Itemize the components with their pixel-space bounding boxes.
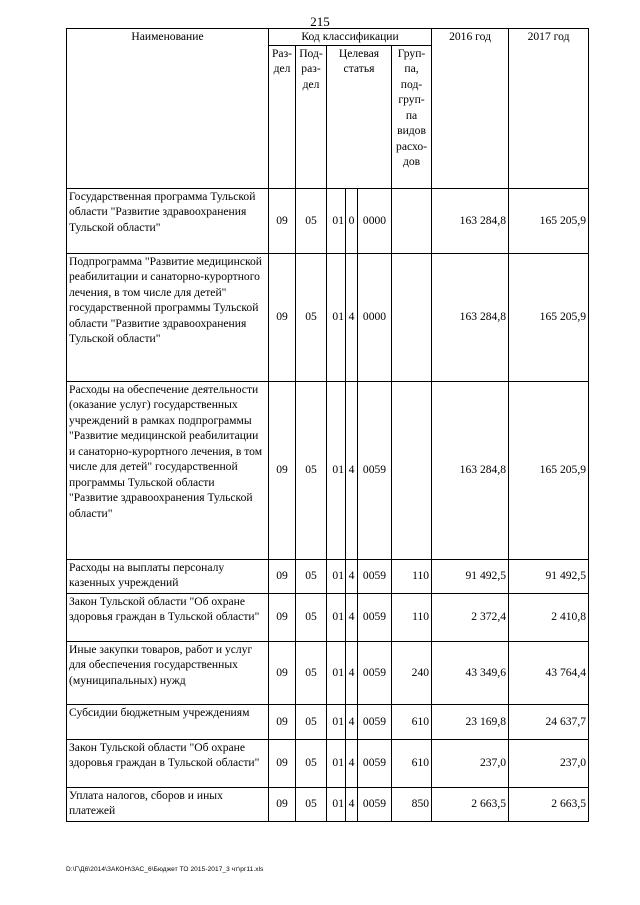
- row-amount-2016: 91 492,5: [432, 559, 509, 593]
- row-target-program: 01: [327, 641, 346, 704]
- header-target: Целевая статья: [327, 45, 392, 188]
- header-name: Наименование: [67, 29, 269, 189]
- budget-table: [66, 28, 589, 822]
- table-row: [67, 381, 589, 559]
- row-target-subprogram: 4: [346, 787, 358, 821]
- table-row: [67, 188, 589, 253]
- row-subsection: 05: [296, 381, 327, 559]
- row-amount-2016: 43 349,6: [432, 641, 509, 704]
- row-amount-2016: 2 372,4: [432, 593, 509, 641]
- table-row: [67, 739, 589, 787]
- row-target-subprogram: 4: [346, 704, 358, 739]
- row-amount-2017: 2 663,5: [509, 787, 589, 821]
- row-section: 09: [269, 559, 296, 593]
- row-subsection: 05: [296, 593, 327, 641]
- table-row: [67, 787, 589, 821]
- row-target-subprogram: 0: [346, 188, 358, 253]
- row-target-subprogram: 4: [346, 559, 358, 593]
- row-target-direction: 0059: [358, 593, 392, 641]
- header-classification: Код классификации: [269, 29, 432, 46]
- row-subsection: 05: [296, 253, 327, 381]
- row-amount-2017: 2 410,8: [509, 593, 589, 641]
- table-row: [67, 593, 589, 641]
- row-group: [392, 253, 432, 381]
- row-target-subprogram: 4: [346, 593, 358, 641]
- row-target-direction: 0059: [358, 739, 392, 787]
- row-section: 09: [269, 704, 296, 739]
- row-target-subprogram: 4: [346, 739, 358, 787]
- row-target-program: 01: [327, 381, 346, 559]
- row-subsection: 05: [296, 559, 327, 593]
- row-subsection: 05: [296, 739, 327, 787]
- row-target-subprogram: 4: [346, 253, 358, 381]
- row-subsection: 05: [296, 787, 327, 821]
- row-target-program: 01: [327, 704, 346, 739]
- row-group: 850: [392, 787, 432, 821]
- row-section: 09: [269, 787, 296, 821]
- row-amount-2016: 163 284,8: [432, 188, 509, 253]
- row-name: Расходы на обеспечение деятельности (оказание услуг) государственных учреждений в рамках подпрограммы "Развитие медицинской реабилитации и санаторно-курортного лечения, в том числе для детей" государственной программы Тульской области "Развитие здравоохранения Тульской области": [67, 381, 269, 559]
- row-subsection: 05: [296, 188, 327, 253]
- row-target-program: 01: [327, 593, 346, 641]
- header-row-top: [67, 29, 589, 46]
- row-name: Иные закупки товаров, работ и услуг для обеспечения государственных (муниципальных) нужд: [67, 641, 269, 704]
- row-amount-2016: 2 663,5: [432, 787, 509, 821]
- row-section: 09: [269, 593, 296, 641]
- row-group: 110: [392, 593, 432, 641]
- row-target-direction: 0000: [358, 253, 392, 381]
- row-name: Закон Тульской области "Об охране здоровья граждан в Тульской области": [67, 593, 269, 641]
- row-target-program: 01: [327, 188, 346, 253]
- row-amount-2017: 43 764,4: [509, 641, 589, 704]
- row-target-program: 01: [327, 253, 346, 381]
- row-subsection: 05: [296, 641, 327, 704]
- row-group: 610: [392, 704, 432, 739]
- row-name: Подпрограмма "Развитие медицинской реабилитации и санаторно-курортного лечения, в том числе для детей" государственной программы Тульской области "Развитие здравоохранения Тульской области": [67, 253, 269, 381]
- row-section: 09: [269, 253, 296, 381]
- header-year-2017: 2017 год: [509, 29, 589, 189]
- row-name: Уплата налогов, сборов и иных платежей: [67, 787, 269, 821]
- row-group: 240: [392, 641, 432, 704]
- header-subsection: Под- раз- дел: [296, 45, 327, 188]
- row-section: 09: [269, 739, 296, 787]
- row-target-direction: 0059: [358, 704, 392, 739]
- file-path-footer: D:\Г\Д6\2014\ЗАКОН\ЗАС_6\Бюджет ТО 2015-2017_3 чт\рг11.xls: [66, 866, 264, 873]
- row-name: Государственная программа Тульской области "Развитие здравоохранения Тульской области": [67, 188, 269, 253]
- row-target-direction: 0059: [358, 787, 392, 821]
- row-group: [392, 381, 432, 559]
- row-target-program: 01: [327, 787, 346, 821]
- row-amount-2017: 237,0: [509, 739, 589, 787]
- row-subsection: 05: [296, 704, 327, 739]
- row-amount-2017: 165 205,9: [509, 188, 589, 253]
- header-year-2016: 2016 год: [432, 29, 509, 189]
- header-section: Раз- дел: [269, 45, 296, 188]
- row-group: 110: [392, 559, 432, 593]
- table-row: [67, 641, 589, 704]
- row-name: Расходы на выплаты персоналу казенных учреждений: [67, 559, 269, 593]
- row-name: Субсидии бюджетным учреждениям: [67, 704, 269, 739]
- table-row: [67, 704, 589, 739]
- row-target-direction: 0059: [358, 641, 392, 704]
- row-amount-2017: 165 205,9: [509, 253, 589, 381]
- header-group: Груп- па, под- груп- па видов расхо- дов: [392, 45, 432, 188]
- row-amount-2016: 163 284,8: [432, 253, 509, 381]
- page-number: 215: [310, 14, 330, 29]
- row-name: Закон Тульской области "Об охране здоровья граждан в Тульской области": [67, 739, 269, 787]
- row-amount-2017: 165 205,9: [509, 381, 589, 559]
- row-section: 09: [269, 641, 296, 704]
- row-target-direction: 0000: [358, 188, 392, 253]
- row-target-direction: 0059: [358, 381, 392, 559]
- row-target-subprogram: 4: [346, 641, 358, 704]
- row-group: [392, 188, 432, 253]
- row-amount-2017: 24 637,7: [509, 704, 589, 739]
- row-amount-2016: 237,0: [432, 739, 509, 787]
- row-amount-2016: 163 284,8: [432, 381, 509, 559]
- row-target-subprogram: 4: [346, 381, 358, 559]
- row-section: 09: [269, 381, 296, 559]
- row-section: 09: [269, 188, 296, 253]
- row-amount-2017: 91 492,5: [509, 559, 589, 593]
- row-target-direction: 0059: [358, 559, 392, 593]
- row-amount-2016: 23 169,8: [432, 704, 509, 739]
- row-target-program: 01: [327, 559, 346, 593]
- row-target-program: 01: [327, 739, 346, 787]
- table-row: [67, 253, 589, 381]
- row-group: 610: [392, 739, 432, 787]
- table-row: [67, 559, 589, 593]
